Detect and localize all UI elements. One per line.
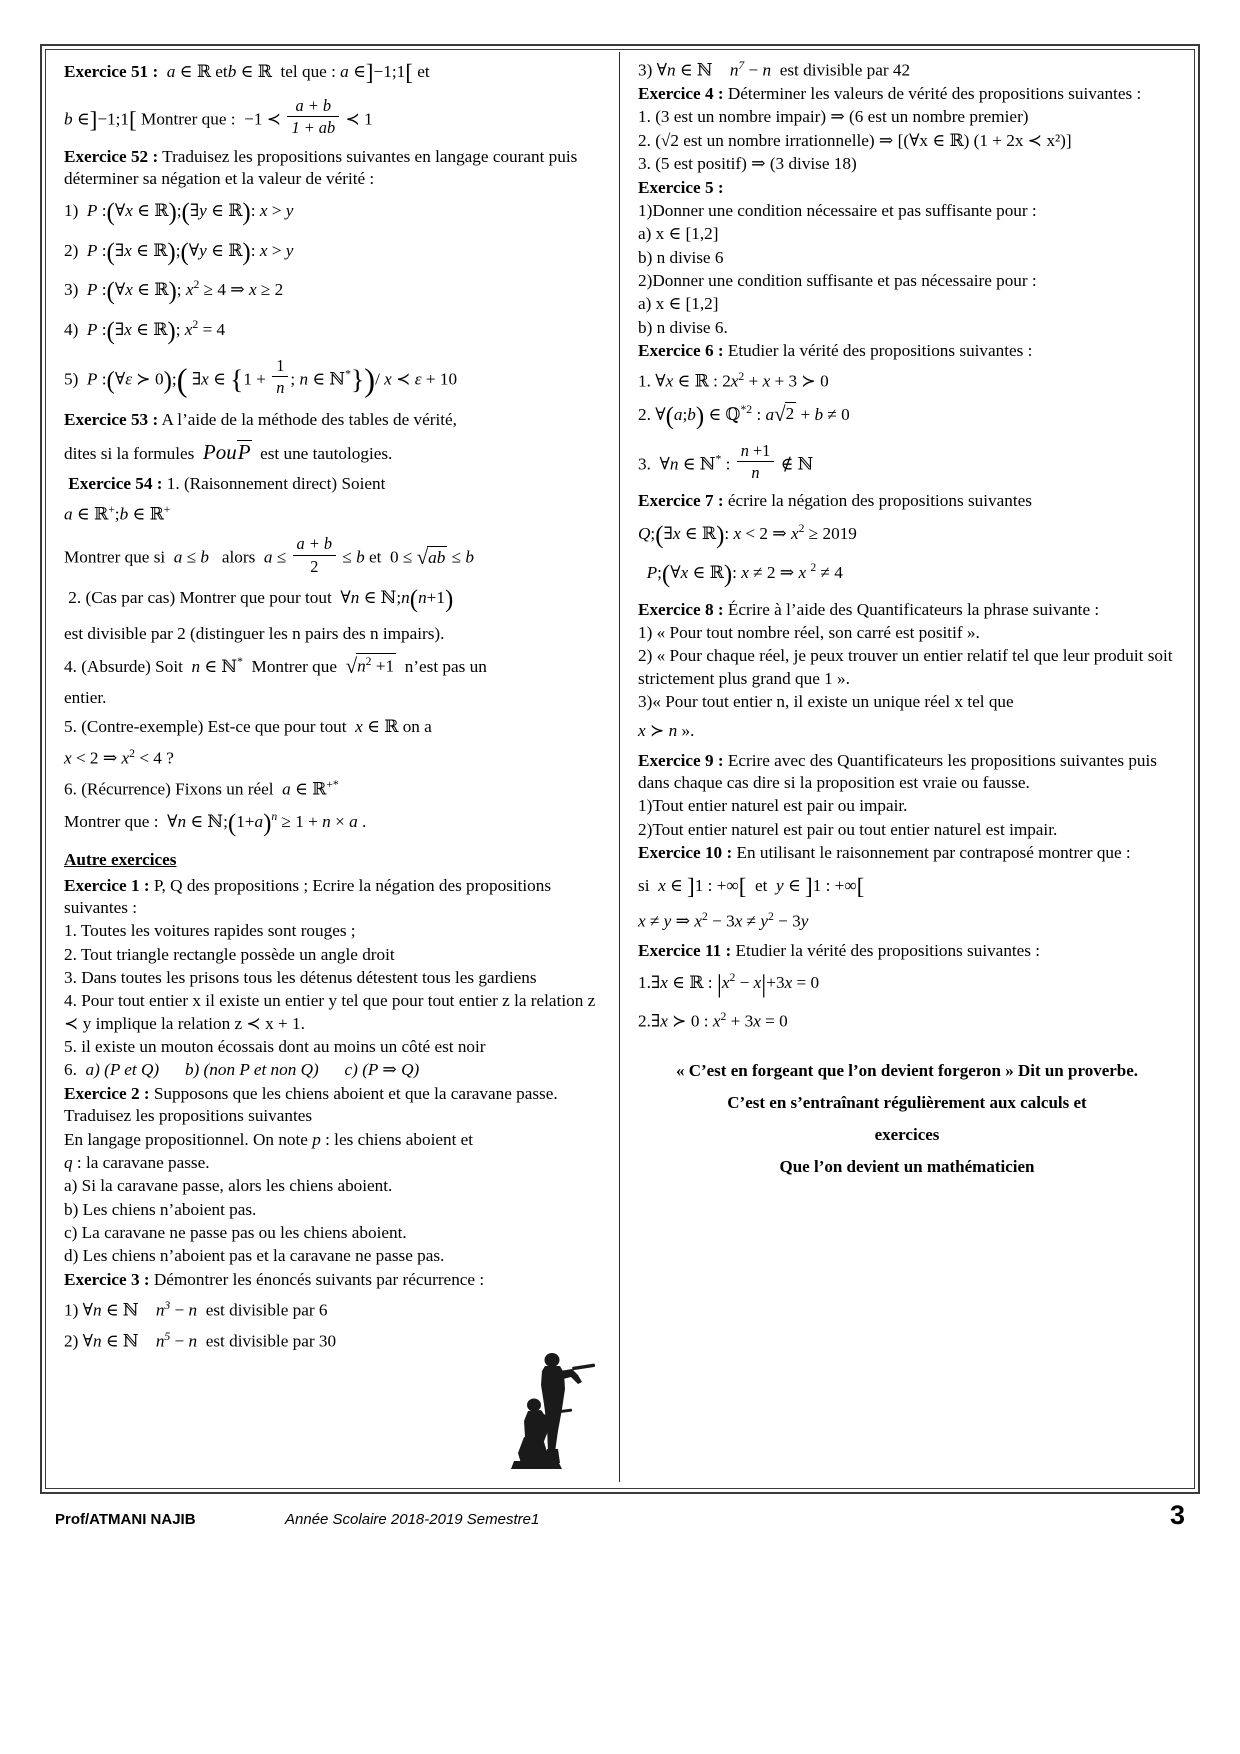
exercise-1-intro xyxy=(64,875,605,920)
exercise-10-title: Exercice 10 : xyxy=(638,843,733,863)
exercise-54-item1-condition: a ∈ ℝ+;b ∈ ℝ+ xyxy=(64,503,171,525)
exercise-7-item-p: P;(∀x ∈ ℝ): x ≠ 2 ⇒ x $^2$ ≠ 4 xyxy=(646,561,843,589)
exercise-5-item-1b: b) n divise 6 xyxy=(638,247,724,267)
exercise-6-item-3: 3. ∀n ∈ ℕ* : $\frac{n +1}{n}$ ∉ ℕ xyxy=(638,440,814,483)
exercise-54-item1-montrer: Montrer que si a ≤ b alors a ≤ $\frac{a + b}{2}$ ≤ b et 0 ≤ √ab ≤ b xyxy=(64,534,474,576)
exercise-5-item-2: 2)Donner une condition suffisante et pas nécessaire pour : xyxy=(638,270,1037,290)
exercise-3-intro xyxy=(64,1269,605,1291)
exercise-51-line2: b ∈]−1;1[ Montrer que : −1 ≺ $\frac{a + b}{1 + ab}$ ≺ 1 xyxy=(64,96,373,138)
exercise-1-item6-a: a) (P et Q) xyxy=(85,1060,160,1080)
exercise-52-intro xyxy=(64,146,605,191)
exercise-53-text: A l’aide de la méthode des tables de vérité, xyxy=(161,410,457,430)
exercise-54-item2-text: 2. (Cas par cas) Montrer que pour tout xyxy=(68,587,332,607)
exercise-9-intro xyxy=(638,750,1176,795)
exercise-11-intro-text: Etudier la vérité des propositions suivantes : xyxy=(735,940,1041,960)
closing-quote-block xyxy=(638,1059,1176,1180)
exercise-54-title: Exercice 54 : xyxy=(68,473,163,493)
exercise-52-item-2: 2) P :(∃x ∈ ℝ);(∀y ∈ ℝ): x > y xyxy=(64,238,294,266)
exercise-4-title: Exercice 4 : xyxy=(638,84,724,104)
exercise-51-line1: Exercice 51 : a ∈ ℝ etb ∈ ℝ tel que : a ∈]−1;1[ et xyxy=(64,60,430,86)
exercise-6-title: Exercice 6 : xyxy=(638,341,724,361)
exercise-1-item6-label: 6. xyxy=(64,1060,77,1080)
exercise-1-item-5: 5. il existe un mouton écossais dont au moins un côté est noir xyxy=(64,1037,486,1057)
exercise-52-item-1: 1) P :(∀x ∈ ℝ);(∃y ∈ ℝ): x > y xyxy=(64,199,294,227)
montrer-label: Montrer que si xyxy=(64,547,166,567)
exercise-2-intro-text: Supposons que les chiens aboient et que la caravane passe. Traduisez les propositions suivantes xyxy=(64,1083,558,1126)
exercise-1-title: Exercice 1 : xyxy=(64,875,150,895)
exercise-6-item-2: 2. ∀(a;b) ∈ ℚ$^{*2}$ : a√2 + b ≠ 0 xyxy=(638,401,850,430)
exercise-54-item2: 2. (Cas par cas) Montrer que pour tout ∀n ∈ ℕ;n(n+1) xyxy=(68,585,454,613)
exercise-54-item2-cont: est divisible par 2 (distinguer les n pairs des n impairs). xyxy=(64,624,445,644)
on-a-label: on a xyxy=(402,717,432,737)
exercise-1-item6-b: b) (non P et non Q) xyxy=(184,1060,319,1080)
exercise-2-item-c: c) La caravane ne passe pas ou les chiens aboient. xyxy=(64,1222,407,1242)
exercise-5-item-2b: b) n divise 6. xyxy=(638,317,728,337)
exercise-54-item4-end2: entier. xyxy=(64,687,107,707)
et-label-2: et xyxy=(755,875,768,895)
exercise-5-item-1: 1)Donner une condition nécessaire et pas suffisante pour : xyxy=(638,200,1037,220)
footer-page-number: 3 xyxy=(1169,1500,1185,1530)
exercise-2-title: Exercice 2 : xyxy=(64,1083,150,1103)
exercise-1-item-2: 2. Tout triangle rectangle possède un angle droit xyxy=(64,944,395,964)
two-column-layout xyxy=(50,52,1190,1482)
exercise-2-note-pre: En langage propositionnel. On note xyxy=(64,1129,313,1149)
exercise-7-title: Exercice 7 : xyxy=(638,491,724,511)
exercise-2-note-line xyxy=(64,1129,605,1151)
montrer-que-label2: Montrer que : xyxy=(64,811,159,831)
exercise-3-intro-text: Démontrer les énoncés suivants par récurrence : xyxy=(153,1269,485,1289)
exercise-7-intro-text: écrire la négation des propositions suivantes xyxy=(727,491,1032,511)
fraction-n-plus-1-over-n: $\frac{n +1}{n}$ xyxy=(737,440,775,483)
exercise-3-item-1: 1) ∀n ∈ ℕ $n^3 - n$ est divisible par 6 xyxy=(64,1299,328,1320)
exercise-54-item5-text: 5. (Contre-exemple) Est-ce que pour tout xyxy=(64,717,347,737)
exercise-11-item-2: 2.∃x ≻ 0 : $x^2 + 3x = 0$ xyxy=(638,1009,788,1031)
exercise-54-line1 xyxy=(64,473,605,495)
exercise-52-item-4: 4) P :(∃x ∈ ℝ); $x^2 = 4$ xyxy=(64,317,226,345)
montrer-que-label: Montrer que xyxy=(251,656,337,676)
exercise-54-item6-math: Montrer que : ∀n ∈ $ℕ;(1+a)^n \ge 1 + n \times a$ . xyxy=(64,809,367,837)
exercise-9-intro-text: Ecrire avec des Quantificateurs les propositions suivantes puis dans chaque cas dire si la proposition est vraie ou fausse. xyxy=(638,750,1157,793)
footer-author: Prof/ATMANI NAJIB xyxy=(55,1511,196,1528)
soldier-silhouette-icon xyxy=(508,1349,600,1471)
exercise-1-intro-text: P, Q des propositions ; Ecrire la négation des propositions suivantes : xyxy=(64,875,552,917)
exercise-9-item-1: 1)Tout entier naturel est pair ou impair. xyxy=(638,796,908,816)
exercise-10-conclusion: x ≠ y ⇒ $x^2 - 3x \ne y^2 - 3y$ xyxy=(638,909,809,931)
exercise-2-note-post: : les chiens aboient et xyxy=(320,1129,474,1149)
page-footer xyxy=(55,1500,1185,1531)
exercise-53-post: est une tautologies. xyxy=(260,443,393,463)
quote-line-2: C’est en s’entraînant régulièrement aux calculs et xyxy=(727,1092,1087,1112)
quote-line-3: exercices xyxy=(874,1124,940,1144)
exercise-52-item-5: 5) P :(∀ε ≻ 0);( ∃x ∈ {1 + $\frac{1}{n}$ ; n ∈ ℕ*})/ x ≺ ε + 10 xyxy=(64,355,458,399)
exercise-53-title: Exercice 53 : xyxy=(64,410,159,430)
et-label: et xyxy=(368,547,382,567)
autre-exercices-heading: Autre exercices xyxy=(64,850,177,870)
exercise-54-item5: 5. (Contre-exemple) Est-ce que pour tout x ∈ ℝ on a xyxy=(64,717,432,737)
exercise-2-note-line2 xyxy=(64,1152,605,1174)
exercise-4-item-2: 2. (√2 est un nombre irrationnelle) ⇒ [(∀x ∈ ℝ) (1 + 2x ≺ x²)] xyxy=(638,130,1072,150)
exercise-2-note-post2: : la caravane passe. xyxy=(72,1152,210,1172)
fraction-a-plus-b-over-1-plus-ab: $\frac{a + b}{1 + ab}$ xyxy=(287,95,339,138)
exercise-7-intro xyxy=(638,490,1176,512)
formula-p-ou-not-p: PouP xyxy=(202,439,251,464)
exercise-2-intro xyxy=(64,1083,605,1128)
exercise-5-title: Exercice 5 : xyxy=(638,177,724,197)
exercise-52-item-3: 3) P :(∀x ∈ ℝ); $x^2 \ge 4$ ⇒ x ≥ 2 xyxy=(64,278,284,306)
exercise-7-item-q: Q;(∃x ∈ ℝ): x < 2 ⇒ $x^2 \ge 2019$ xyxy=(638,521,857,549)
exercise-54-item6-text: 6. (Récurrence) Fixons un réel xyxy=(64,779,274,799)
exercise-8-item-1: 1) « Pour tout nombre réel, son carré est positif ». xyxy=(638,622,980,642)
exercise-8-intro-text: Écrire à l’aide des Quantificateurs la phrase suivante : xyxy=(727,599,1100,619)
exercise-10-intro-text: En utilisant le raisonnement par contraposé montrer que : xyxy=(736,843,1131,863)
exercise-11-item-1: 1.∃x ∈ ℝ : $|x^2 - x|+3x = 0$ xyxy=(638,971,820,999)
quote-line-1: « C’est en forgeant que l’on devient forgeron » Dit un proverbe. xyxy=(675,1060,1139,1080)
exercise-5-item-1a: a) x ∈ [1,2] xyxy=(638,224,719,244)
exercise-52-intro-text: Traduisez les propositions suivantes en langage courant puis déterminer sa négation et la valeur de vérité : xyxy=(64,146,578,188)
exercise-10-condition: si x ∈ ]1 : +∞[ et y ∈ ]1 : +∞[ xyxy=(638,873,865,900)
exercise-3-item-3: 3) ∀n ∈ ℕ $n^7 - n$ est divisible par 42 xyxy=(638,59,911,80)
exercise-4-item-3: 3. (5 est positif) ⇒ (3 divise 18) xyxy=(638,154,857,174)
exercise-52-title: Exercice 52 : xyxy=(64,146,159,166)
exercise-4-item-1: 1. (3 est un nombre impair) ⇒ (6 est un nombre premier) xyxy=(638,107,1029,127)
exercise-2-item-d: d) Les chiens n’aboient pas et la caravane ne passe pas. xyxy=(64,1246,445,1266)
quote-line-4: Que l’on devient un mathématicien xyxy=(779,1157,1035,1176)
exercise-54-item4-text: 4. (Absurde) Soit xyxy=(64,656,183,676)
proposition-q: q xyxy=(64,1152,73,1172)
exercise-4-intro-text: Déterminer les valeurs de vérité des propositions suivantes : xyxy=(727,84,1142,104)
exercise-2-item-b: b) Les chiens n’aboient pas. xyxy=(64,1199,257,1219)
left-column xyxy=(50,52,620,1482)
exercise-1-item6-c: c) (P ⇒ Q) xyxy=(344,1060,420,1080)
exercise-3-item-2: 2) ∀n ∈ ℕ $n^5 - n$ est divisible par 30 xyxy=(64,1330,337,1351)
exercise-6-intro-text: Etudier la vérité des propositions suivantes : xyxy=(727,341,1033,361)
proposition-p: p xyxy=(312,1129,321,1149)
exercise-1-item-6 xyxy=(64,1059,605,1081)
exercise-54-item6: 6. (Récurrence) Fixons un réel a ∈ ℝ+* xyxy=(64,777,339,799)
exercise-54-item5-math: x < 2 ⇒ $x^2 < 4$ ? xyxy=(64,746,174,768)
exercise-6-intro xyxy=(638,340,1176,362)
exercise-3-title: Exercice 3 : xyxy=(64,1269,150,1289)
exercise-11-title: Exercice 11 : xyxy=(638,940,732,960)
right-column xyxy=(620,52,1190,1482)
exercise-8-item-2: 2) « Pour chaque réel, je peux trouver un entier relatif tel que leur produit soit strictement plus grand que 1 ». xyxy=(638,646,1173,688)
exercise-54-item1: 1. (Raisonnement direct) Soient xyxy=(166,473,386,493)
alors-label: alors xyxy=(221,547,256,567)
exercise-9-item-2: 2)Tout entier naturel est pair ou tout entier naturel est impair. xyxy=(638,819,1058,839)
exercise-8-intro xyxy=(638,599,1176,621)
exercise-51-title: Exercice 51 : xyxy=(64,61,159,81)
si-label: si xyxy=(638,875,650,895)
exercise-5-item-2a: a) x ∈ [1,2] xyxy=(638,294,719,314)
exercise-1-item-1: 1. Toutes les voitures rapides sont rouges ; xyxy=(64,921,356,941)
fraction-a-plus-b-over-2: $\frac{a + b}{2}$ xyxy=(293,533,337,576)
exercise-9-title: Exercice 9 : xyxy=(638,750,724,770)
exercise-53-line1 xyxy=(64,409,605,431)
exercise-1-item-4: 4. Pour tout entier x il existe un entier y tel que pour tout entier z la relation z ≺ y implique la relation z ≺ x + 1. xyxy=(64,991,596,1033)
footer-school-year: Année Scolaire 2018-2019 Semestre1 xyxy=(285,1511,540,1528)
exercise-10-intro xyxy=(638,842,1176,864)
exercise-54-item4-end: n’est pas un xyxy=(404,656,487,676)
exercise-53-line2 xyxy=(64,439,605,466)
exercise-8-item-3-math: x ≻ n ». xyxy=(638,721,695,741)
exercise-6-item-1: 1. ∀x ∈ ℝ : $2x^2 + x + 3$ ≻ 0 xyxy=(638,370,829,392)
exercise-8-item-3: 3)« Pour tout entier n, il existe un unique réel x tel que xyxy=(638,691,1014,711)
exercise-1-item-3: 3. Dans toutes les prisons tous les détenus détestent tous les gardiens xyxy=(64,967,537,987)
exercise-11-intro xyxy=(638,940,1176,962)
exercise-2-item-a: a) Si la caravane passe, alors les chiens aboient. xyxy=(64,1176,393,1196)
exercise-4-intro xyxy=(638,83,1176,105)
exercise-8-title: Exercice 8 : xyxy=(638,599,724,619)
exercise-54-item4: 4. (Absurde) Soit n ∈ ℕ* Montrer que $√n^2 +1$ n’est pas un xyxy=(64,653,487,678)
exercise-53-pre: dites si la formules xyxy=(64,443,195,463)
